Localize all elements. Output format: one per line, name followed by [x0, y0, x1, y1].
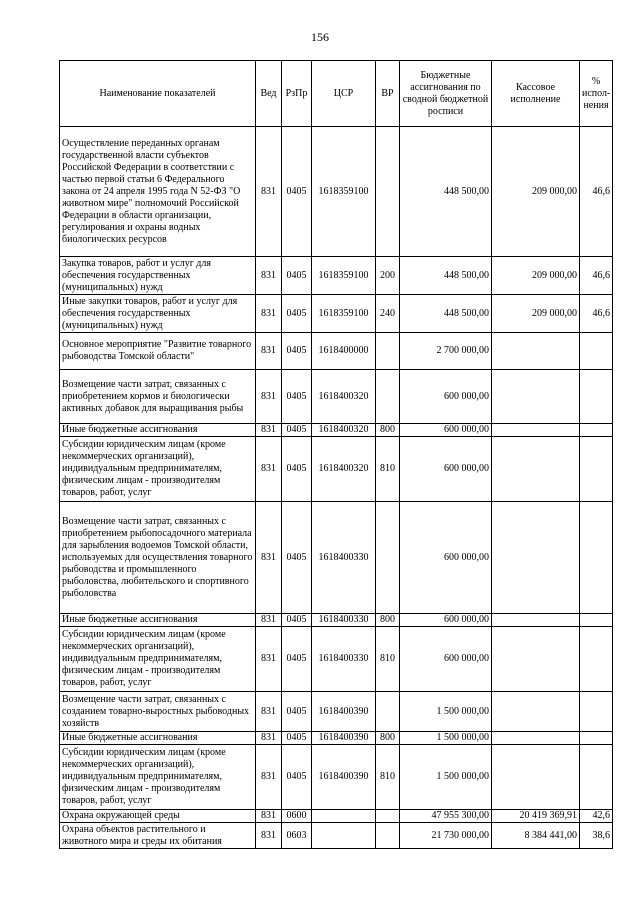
table-row: [60, 627, 613, 692]
table-row: [60, 424, 613, 437]
table-row: [60, 257, 613, 295]
cell-cash: 209 000,00: [492, 257, 580, 295]
cell-pct: [580, 502, 613, 614]
cell-pct: [580, 745, 613, 810]
cell-csr: 1618400330: [312, 502, 376, 614]
cell-name: Охрана объектов растительного и животного мира и среды их обитания: [60, 823, 256, 849]
cell-rzpr: 0405: [282, 127, 312, 257]
table-row: [60, 810, 613, 823]
cell-budget: 448 500,00: [400, 127, 492, 257]
cell-ved: 831: [256, 692, 282, 732]
table-row: [60, 127, 613, 257]
cell-name: Иные закупки товаров, работ и услуг для обеспечения государственных (муниципальных) нужд: [60, 295, 256, 333]
cell-budget: 600 000,00: [400, 502, 492, 614]
cell-name: Осуществление переданных органам государственной власти субъектов Российской Федерации в соответствии с частью первой статьи 6 Федерального закона от 24 апреля 1995 года N 52-ФЗ "О животном мире" полномочий Российской Федерации в области организации, регулирования и охраны водных биологических ресурсов: [60, 127, 256, 257]
cell-cash: 8 384 441,00: [492, 823, 580, 849]
cell-vr: [376, 333, 400, 370]
cell-cash: [492, 502, 580, 614]
cell-vr: [376, 823, 400, 849]
header-vr: ВР: [376, 61, 400, 127]
cell-csr: [312, 823, 376, 849]
cell-rzpr: 0405: [282, 692, 312, 732]
cell-pct: [580, 732, 613, 745]
cell-pct: [580, 627, 613, 692]
table-body: [60, 127, 613, 849]
cell-pct: [580, 333, 613, 370]
cell-name: Субсидии юридическим лицам (кроме некоммерческих организаций), индивидуальным предпринимателям, физическим лицам - производителям товаров, работ, услуг: [60, 627, 256, 692]
header-ved: Вед: [256, 61, 282, 127]
cell-rzpr: 0405: [282, 257, 312, 295]
header-pct: % испол-нения: [580, 61, 613, 127]
cell-name: Возмещение части затрат, связанных с приобретением кормов и биологически активных добавок для выращивания рыбы: [60, 370, 256, 424]
table-row: [60, 295, 613, 333]
cell-csr: [312, 810, 376, 823]
cell-ved: 831: [256, 823, 282, 849]
cell-pct: 46,6: [580, 127, 613, 257]
cell-csr: 1618359100: [312, 257, 376, 295]
cell-budget: 448 500,00: [400, 295, 492, 333]
cell-rzpr: 0405: [282, 333, 312, 370]
cell-csr: 1618400000: [312, 333, 376, 370]
cell-cash: [492, 692, 580, 732]
cell-vr: 810: [376, 437, 400, 502]
cell-rzpr: 0405: [282, 370, 312, 424]
cell-csr: 1618400330: [312, 627, 376, 692]
cell-name: Возмещение части затрат, связанных с приобретением рыбопосадочного материала для зарыбления водоемов Томской области, используемых для осуществления товарного рыбоводства и промышленного рыболовства, любительского и спортивного рыболовства: [60, 502, 256, 614]
cell-name: Иные бюджетные ассигнования: [60, 614, 256, 627]
cell-vr: [376, 502, 400, 614]
cell-budget: 600 000,00: [400, 370, 492, 424]
cell-pct: 46,6: [580, 257, 613, 295]
header-budget: Бюджетные ассигнования по сводной бюджетной росписи: [400, 61, 492, 127]
cell-cash: [492, 437, 580, 502]
cell-vr: [376, 127, 400, 257]
cell-cash: 20 419 369,91: [492, 810, 580, 823]
cell-name: Субсидии юридическим лицам (кроме некоммерческих организаций), индивидуальным предпринимателям, физическим лицам - производителям товаров, работ, услуг: [60, 437, 256, 502]
cell-pct: [580, 692, 613, 732]
cell-ved: 831: [256, 732, 282, 745]
cell-ved: 831: [256, 437, 282, 502]
cell-ved: 831: [256, 333, 282, 370]
table-row: [60, 745, 613, 810]
cell-cash: [492, 614, 580, 627]
page-number: 156: [311, 30, 329, 44]
cell-rzpr: 0405: [282, 437, 312, 502]
cell-pct: 42,6: [580, 810, 613, 823]
cell-csr: 1618400390: [312, 745, 376, 810]
cell-rzpr: 0405: [282, 502, 312, 614]
cell-vr: 810: [376, 745, 400, 810]
cell-name: Закупка товаров, работ и услуг для обеспечения государственных (муниципальных) нужд: [60, 257, 256, 295]
table-row: [60, 333, 613, 370]
cell-rzpr: 0603: [282, 823, 312, 849]
cell-cash: [492, 333, 580, 370]
table-row: [60, 370, 613, 424]
cell-cash: 209 000,00: [492, 127, 580, 257]
cell-cash: [492, 732, 580, 745]
cell-name: Возмещение части затрат, связанных с созданием товарно-выростных рыбоводных хозяйств: [60, 692, 256, 732]
cell-name: Основное мероприятие "Развитие товарного рыбоводства Томской области": [60, 333, 256, 370]
cell-pct: [580, 424, 613, 437]
cell-pct: [580, 614, 613, 627]
cell-csr: 1618400390: [312, 692, 376, 732]
cell-rzpr: 0405: [282, 627, 312, 692]
cell-cash: [492, 627, 580, 692]
cell-budget: 1 500 000,00: [400, 745, 492, 810]
cell-csr: 1618400330: [312, 614, 376, 627]
cell-ved: 831: [256, 295, 282, 333]
cell-budget: 448 500,00: [400, 257, 492, 295]
cell-cash: [492, 424, 580, 437]
cell-pct: 46,6: [580, 295, 613, 333]
cell-ved: 831: [256, 370, 282, 424]
cell-budget: 600 000,00: [400, 627, 492, 692]
cell-csr: 1618400320: [312, 370, 376, 424]
cell-cash: [492, 370, 580, 424]
cell-name: Охрана окружающей среды: [60, 810, 256, 823]
cell-budget: 1 500 000,00: [400, 732, 492, 745]
table-row: [60, 614, 613, 627]
header-cash: Кассовое исполнение: [492, 61, 580, 127]
cell-budget: 2 700 000,00: [400, 333, 492, 370]
cell-vr: 800: [376, 614, 400, 627]
cell-cash: [492, 745, 580, 810]
table-row: [60, 502, 613, 614]
cell-rzpr: 0405: [282, 614, 312, 627]
cell-csr: 1618400320: [312, 437, 376, 502]
header-csr: ЦСР: [312, 61, 376, 127]
cell-name: Иные бюджетные ассигнования: [60, 732, 256, 745]
table-row: [60, 692, 613, 732]
cell-budget: 47 955 300,00: [400, 810, 492, 823]
cell-csr: 1618400320: [312, 424, 376, 437]
cell-budget: 1 500 000,00: [400, 692, 492, 732]
cell-name: Субсидии юридическим лицам (кроме некоммерческих организаций), индивидуальным предпринимателям, физическим лицам - производителям товаров, работ, услуг: [60, 745, 256, 810]
cell-pct: [580, 437, 613, 502]
budget-execution-table: [59, 60, 613, 849]
cell-ved: 831: [256, 627, 282, 692]
cell-vr: 240: [376, 295, 400, 333]
cell-ved: 831: [256, 257, 282, 295]
cell-name: Иные бюджетные ассигнования: [60, 424, 256, 437]
cell-budget: 600 000,00: [400, 437, 492, 502]
cell-pct: [580, 370, 613, 424]
cell-vr: 200: [376, 257, 400, 295]
cell-ved: 831: [256, 424, 282, 437]
table-row: [60, 437, 613, 502]
header-row: [60, 61, 613, 127]
cell-budget: 600 000,00: [400, 424, 492, 437]
header-name: Наименование показателей: [60, 61, 256, 127]
cell-budget: 21 730 000,00: [400, 823, 492, 849]
table-row: [60, 732, 613, 745]
cell-pct: 38,6: [580, 823, 613, 849]
cell-vr: 810: [376, 627, 400, 692]
cell-rzpr: 0405: [282, 424, 312, 437]
cell-ved: 831: [256, 745, 282, 810]
cell-ved: 831: [256, 614, 282, 627]
cell-rzpr: 0405: [282, 745, 312, 810]
cell-vr: [376, 692, 400, 732]
table-row: [60, 823, 613, 849]
cell-ved: 831: [256, 127, 282, 257]
header-rzpr: РзПр: [282, 61, 312, 127]
cell-rzpr: 0405: [282, 732, 312, 745]
cell-rzpr: 0600: [282, 810, 312, 823]
cell-cash: 209 000,00: [492, 295, 580, 333]
cell-csr: 1618400390: [312, 732, 376, 745]
cell-vr: [376, 370, 400, 424]
cell-ved: 831: [256, 810, 282, 823]
cell-rzpr: 0405: [282, 295, 312, 333]
cell-csr: 1618359100: [312, 127, 376, 257]
cell-budget: 600 000,00: [400, 614, 492, 627]
cell-vr: [376, 810, 400, 823]
cell-vr: 800: [376, 732, 400, 745]
cell-vr: 800: [376, 424, 400, 437]
cell-ved: 831: [256, 502, 282, 614]
cell-csr: 1618359100: [312, 295, 376, 333]
